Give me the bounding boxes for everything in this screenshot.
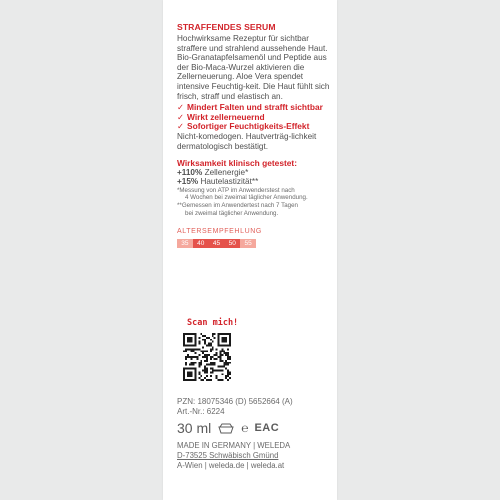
clinical-test-heading: Wirksamkeit klinisch getestet: — [177, 157, 298, 168]
age-cell: 45 — [209, 239, 225, 248]
age-cell: 50 — [224, 239, 240, 248]
maker-address: D-73525 Schwäbisch Gmünd — [177, 451, 279, 460]
stat-value: +15% — [177, 177, 199, 187]
article-number: Art.-Nr.: 6224 — [177, 407, 225, 416]
age-cell: 40 — [193, 239, 209, 248]
benefit-text: Sofortiger Feuchtigkeits-Effekt — [187, 120, 310, 131]
open-jar-icon — [217, 423, 235, 434]
age-scale — [177, 239, 256, 248]
volume-row — [177, 420, 279, 436]
estimated-sign-icon: ℮ — [241, 421, 249, 435]
footnote-line: 4 Wochen bei zweimal täglicher Anwendung. — [185, 194, 308, 202]
volume: 30 ml — [177, 420, 212, 436]
maker-line: MADE IN GERMANY | WELEDA — [177, 441, 291, 450]
check-icon: ✓ — [177, 111, 185, 122]
manufacturer-info — [177, 441, 290, 471]
product-label-panel — [163, 0, 337, 500]
check-icon: ✓ — [177, 102, 185, 113]
footnote-line: **Gemessen im Anwendertest nach 7 Tagen — [177, 201, 298, 209]
maker-web: A-Wien | weleda.de | weleda.at — [177, 461, 285, 470]
scan-me-label: Scan mich! — [187, 318, 239, 328]
pzn-number: PZN: 18075346 (D) 5652664 (A) — [177, 397, 293, 406]
label-content — [177, 22, 333, 248]
footnote-line: bei zweimal täglicher Anwendung. — [185, 209, 279, 217]
benefit-text: Mindert Falten und strafft sichtbar — [187, 102, 323, 113]
age-cell: 55 — [240, 239, 256, 248]
product-description: Hochwirksame Rezeptur für sichtbar straffere und strahlend aussehende Haut. Bio-Granatapfelsamenöl und Peptide aus der Bio-Maca-Wurzel aktivieren die Zellerneuerung. Aloe Vera spendet intensive Feuchtig-keit. Die Haut fühlt sich frisch, straff und elastisch an. — [177, 34, 330, 101]
footnote — [177, 187, 333, 202]
stat-line — [177, 177, 333, 187]
stat-label: Hautelastizität** — [200, 177, 259, 187]
product-title: STRAFFENDES SERUM — [177, 22, 276, 32]
benefits-list — [177, 103, 333, 131]
stat-label: Zellenergie* — [204, 167, 249, 177]
stat-value: +110% — [177, 167, 203, 177]
age-recommendation-heading: ALTERSEMPFEHLUNG — [177, 228, 262, 236]
check-icon: ✓ — [177, 120, 185, 131]
benefit-item — [177, 122, 333, 131]
benefit-text: Wirkt zellerneuernd — [187, 111, 265, 122]
footnote-line: *Messung von ATP im Anwenderstest nach — [177, 186, 295, 194]
product-ids — [177, 397, 293, 417]
footnote — [177, 202, 333, 217]
dermatology-note: Nicht-komedogen. Hautverträg-lichkeit dermatologisch bestätigt. — [177, 132, 317, 151]
qr-code-icon[interactable] — [183, 333, 231, 381]
age-cell: 35 — [177, 239, 193, 248]
stat-line — [177, 168, 333, 178]
eac-mark: EAC — [254, 422, 280, 434]
